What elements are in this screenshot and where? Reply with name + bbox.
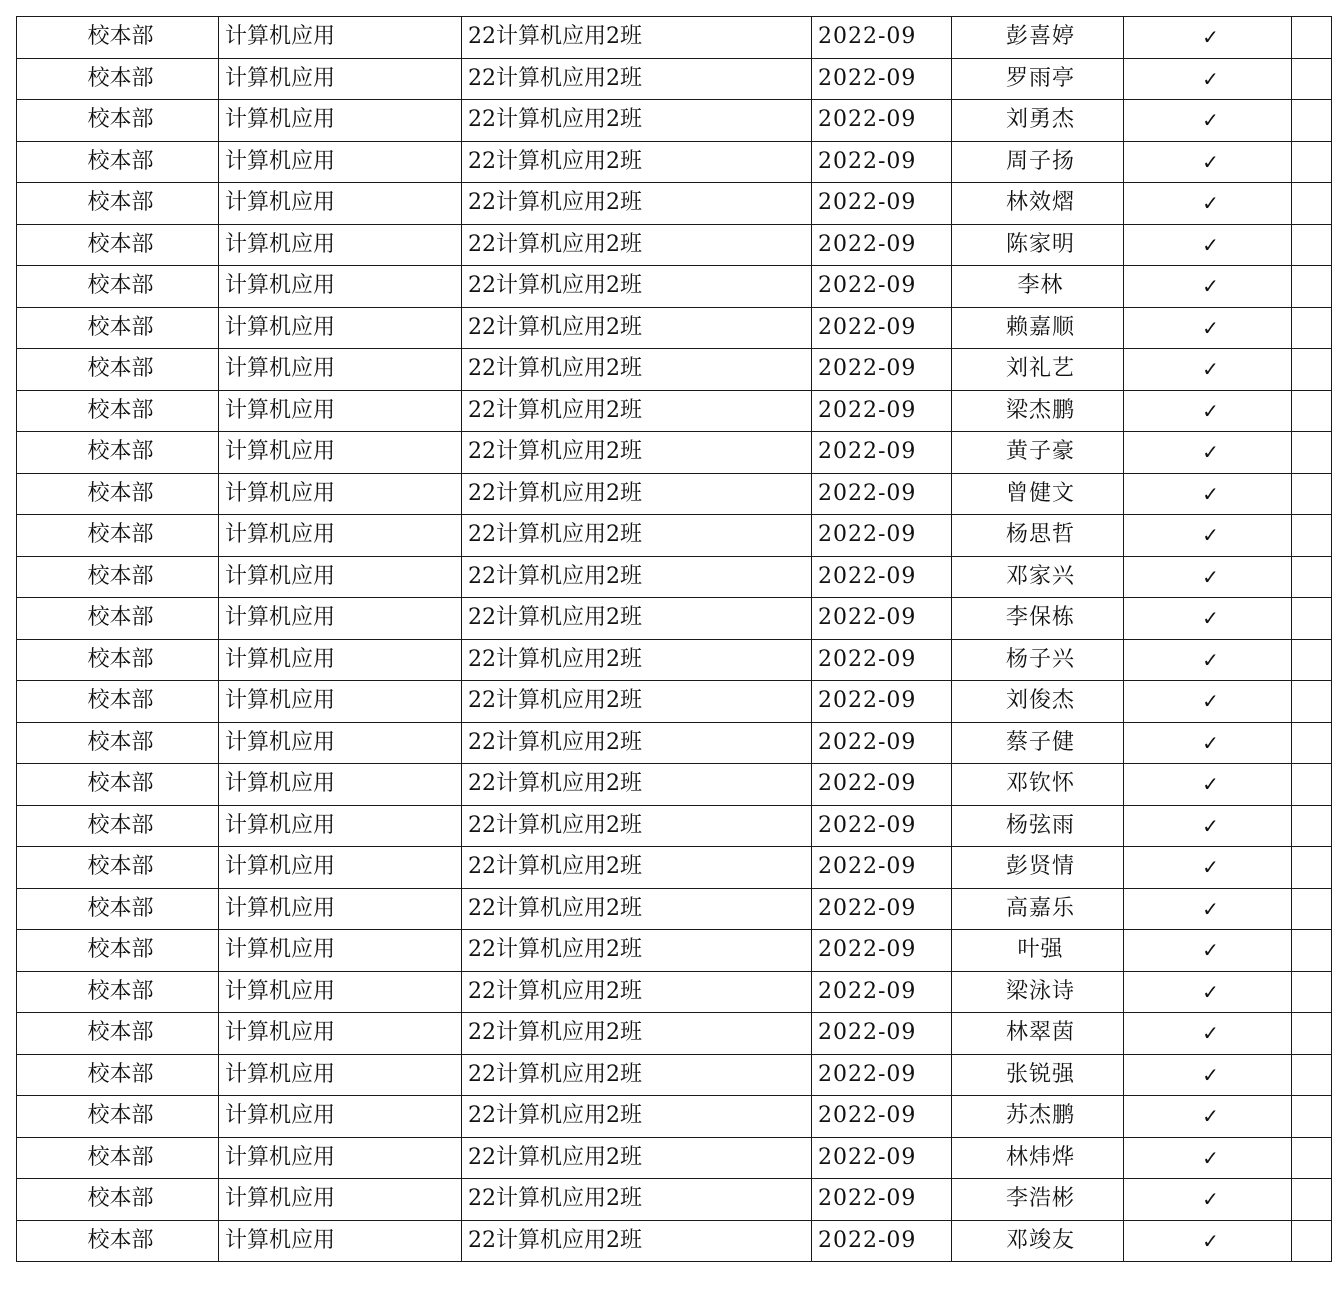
empty-cell <box>1292 473 1332 515</box>
enroll-date-cell: 2022-09 <box>812 1096 952 1138</box>
class-cell: 22计算机应用2班 <box>462 805 812 847</box>
check-mark-cell: ✓ <box>1124 930 1292 972</box>
table-row <box>17 847 1332 889</box>
major-cell: 计算机应用 <box>219 639 462 681</box>
table-row <box>17 17 1332 59</box>
enroll-date-cell: 2022-09 <box>812 639 952 681</box>
student-name-cell: 张锐强 <box>952 1054 1124 1096</box>
empty-cell <box>1292 100 1332 142</box>
major-cell: 计算机应用 <box>219 266 462 308</box>
enroll-date-cell: 2022-09 <box>812 1179 952 1221</box>
class-cell: 22计算机应用2班 <box>462 598 812 640</box>
table-row <box>17 390 1332 432</box>
check-mark-cell: ✓ <box>1124 1137 1292 1179</box>
student-name-cell: 李保栋 <box>952 598 1124 640</box>
check-mark-cell: ✓ <box>1124 390 1292 432</box>
class-cell: 22计算机应用2班 <box>462 1179 812 1221</box>
check-mark-cell: ✓ <box>1124 1013 1292 1055</box>
campus-cell: 校本部 <box>17 681 219 723</box>
check-mark-cell: ✓ <box>1124 1179 1292 1221</box>
student-name-cell: 彭贤情 <box>952 847 1124 889</box>
major-cell: 计算机应用 <box>219 1220 462 1262</box>
student-name-cell: 黄子豪 <box>952 432 1124 474</box>
campus-cell: 校本部 <box>17 1054 219 1096</box>
table-row <box>17 639 1332 681</box>
check-mark-cell: ✓ <box>1124 847 1292 889</box>
class-cell: 22计算机应用2班 <box>462 681 812 723</box>
enroll-date-cell: 2022-09 <box>812 141 952 183</box>
check-mark-cell: ✓ <box>1124 224 1292 266</box>
major-cell: 计算机应用 <box>219 473 462 515</box>
table-row <box>17 1220 1332 1262</box>
table-row <box>17 598 1332 640</box>
empty-cell <box>1292 432 1332 474</box>
major-cell: 计算机应用 <box>219 100 462 142</box>
table-row <box>17 432 1332 474</box>
class-cell: 22计算机应用2班 <box>462 1220 812 1262</box>
student-name-cell: 林炜烨 <box>952 1137 1124 1179</box>
student-name-cell: 彭喜婷 <box>952 17 1124 59</box>
student-name-cell: 林效熠 <box>952 183 1124 225</box>
campus-cell: 校本部 <box>17 515 219 557</box>
empty-cell <box>1292 930 1332 972</box>
class-cell: 22计算机应用2班 <box>462 1013 812 1055</box>
table-row <box>17 515 1332 557</box>
enroll-date-cell: 2022-09 <box>812 722 952 764</box>
table-row <box>17 100 1332 142</box>
empty-cell <box>1292 681 1332 723</box>
student-name-cell: 杨弦雨 <box>952 805 1124 847</box>
student-name-cell: 高嘉乐 <box>952 888 1124 930</box>
check-mark-cell: ✓ <box>1124 764 1292 806</box>
campus-cell: 校本部 <box>17 722 219 764</box>
campus-cell: 校本部 <box>17 1137 219 1179</box>
empty-cell <box>1292 1179 1332 1221</box>
class-cell: 22计算机应用2班 <box>462 266 812 308</box>
table-row <box>17 971 1332 1013</box>
empty-cell <box>1292 1054 1332 1096</box>
table-row <box>17 1137 1332 1179</box>
enroll-date-cell: 2022-09 <box>812 390 952 432</box>
student-name-cell: 杨思哲 <box>952 515 1124 557</box>
enroll-date-cell: 2022-09 <box>812 1137 952 1179</box>
empty-cell <box>1292 639 1332 681</box>
empty-cell <box>1292 349 1332 391</box>
student-name-cell: 蔡子健 <box>952 722 1124 764</box>
campus-cell: 校本部 <box>17 224 219 266</box>
major-cell: 计算机应用 <box>219 805 462 847</box>
table-row <box>17 473 1332 515</box>
student-name-cell: 杨子兴 <box>952 639 1124 681</box>
table-row <box>17 805 1332 847</box>
enroll-date-cell: 2022-09 <box>812 224 952 266</box>
campus-cell: 校本部 <box>17 930 219 972</box>
table-row <box>17 1179 1332 1221</box>
major-cell: 计算机应用 <box>219 307 462 349</box>
campus-cell: 校本部 <box>17 183 219 225</box>
empty-cell <box>1292 515 1332 557</box>
campus-cell: 校本部 <box>17 971 219 1013</box>
check-mark-cell: ✓ <box>1124 266 1292 308</box>
class-cell: 22计算机应用2班 <box>462 390 812 432</box>
student-name-cell: 叶强 <box>952 930 1124 972</box>
enroll-date-cell: 2022-09 <box>812 473 952 515</box>
campus-cell: 校本部 <box>17 307 219 349</box>
empty-cell <box>1292 307 1332 349</box>
enroll-date-cell: 2022-09 <box>812 100 952 142</box>
campus-cell: 校本部 <box>17 266 219 308</box>
class-cell: 22计算机应用2班 <box>462 971 812 1013</box>
enroll-date-cell: 2022-09 <box>812 930 952 972</box>
enroll-date-cell: 2022-09 <box>812 1013 952 1055</box>
empty-cell <box>1292 722 1332 764</box>
campus-cell: 校本部 <box>17 141 219 183</box>
check-mark-cell: ✓ <box>1124 971 1292 1013</box>
enroll-date-cell: 2022-09 <box>812 888 952 930</box>
table-row <box>17 266 1332 308</box>
major-cell: 计算机应用 <box>219 1096 462 1138</box>
major-cell: 计算机应用 <box>219 971 462 1013</box>
check-mark-cell: ✓ <box>1124 432 1292 474</box>
major-cell: 计算机应用 <box>219 183 462 225</box>
major-cell: 计算机应用 <box>219 1013 462 1055</box>
check-mark-cell: ✓ <box>1124 598 1292 640</box>
empty-cell <box>1292 1013 1332 1055</box>
class-cell: 22计算机应用2班 <box>462 183 812 225</box>
check-mark-cell: ✓ <box>1124 141 1292 183</box>
table-row <box>17 1096 1332 1138</box>
table-row <box>17 224 1332 266</box>
student-name-cell: 梁泳诗 <box>952 971 1124 1013</box>
student-roster-table <box>16 16 1332 1262</box>
empty-cell <box>1292 1096 1332 1138</box>
class-cell: 22计算机应用2班 <box>462 17 812 59</box>
class-cell: 22计算机应用2班 <box>462 639 812 681</box>
table-row <box>17 58 1332 100</box>
check-mark-cell: ✓ <box>1124 473 1292 515</box>
campus-cell: 校本部 <box>17 1179 219 1221</box>
enroll-date-cell: 2022-09 <box>812 1220 952 1262</box>
check-mark-cell: ✓ <box>1124 1220 1292 1262</box>
table-row <box>17 888 1332 930</box>
campus-cell: 校本部 <box>17 1096 219 1138</box>
campus-cell: 校本部 <box>17 100 219 142</box>
class-cell: 22计算机应用2班 <box>462 141 812 183</box>
major-cell: 计算机应用 <box>219 722 462 764</box>
empty-cell <box>1292 183 1332 225</box>
student-name-cell: 刘俊杰 <box>952 681 1124 723</box>
empty-cell <box>1292 390 1332 432</box>
campus-cell: 校本部 <box>17 17 219 59</box>
student-name-cell: 陈家明 <box>952 224 1124 266</box>
class-cell: 22计算机应用2班 <box>462 224 812 266</box>
campus-cell: 校本部 <box>17 58 219 100</box>
student-name-cell: 曾健文 <box>952 473 1124 515</box>
table-row <box>17 1013 1332 1055</box>
major-cell: 计算机应用 <box>219 681 462 723</box>
campus-cell: 校本部 <box>17 1013 219 1055</box>
enroll-date-cell: 2022-09 <box>812 1054 952 1096</box>
enroll-date-cell: 2022-09 <box>812 598 952 640</box>
major-cell: 计算机应用 <box>219 764 462 806</box>
check-mark-cell: ✓ <box>1124 722 1292 764</box>
class-cell: 22计算机应用2班 <box>462 556 812 598</box>
student-name-cell: 邓家兴 <box>952 556 1124 598</box>
student-name-cell: 林翠茵 <box>952 1013 1124 1055</box>
major-cell: 计算机应用 <box>219 224 462 266</box>
empty-cell <box>1292 224 1332 266</box>
class-cell: 22计算机应用2班 <box>462 58 812 100</box>
campus-cell: 校本部 <box>17 432 219 474</box>
major-cell: 计算机应用 <box>219 432 462 474</box>
empty-cell <box>1292 847 1332 889</box>
campus-cell: 校本部 <box>17 805 219 847</box>
major-cell: 计算机应用 <box>219 390 462 432</box>
class-cell: 22计算机应用2班 <box>462 888 812 930</box>
table-row <box>17 681 1332 723</box>
campus-cell: 校本部 <box>17 349 219 391</box>
enroll-date-cell: 2022-09 <box>812 681 952 723</box>
major-cell: 计算机应用 <box>219 847 462 889</box>
empty-cell <box>1292 266 1332 308</box>
check-mark-cell: ✓ <box>1124 100 1292 142</box>
check-mark-cell: ✓ <box>1124 307 1292 349</box>
check-mark-cell: ✓ <box>1124 888 1292 930</box>
enroll-date-cell: 2022-09 <box>812 764 952 806</box>
student-name-cell: 罗雨亭 <box>952 58 1124 100</box>
enroll-date-cell: 2022-09 <box>812 971 952 1013</box>
student-name-cell: 刘勇杰 <box>952 100 1124 142</box>
table-row <box>17 183 1332 225</box>
campus-cell: 校本部 <box>17 1220 219 1262</box>
empty-cell <box>1292 1220 1332 1262</box>
check-mark-cell: ✓ <box>1124 349 1292 391</box>
campus-cell: 校本部 <box>17 639 219 681</box>
empty-cell <box>1292 141 1332 183</box>
campus-cell: 校本部 <box>17 473 219 515</box>
student-name-cell: 刘礼艺 <box>952 349 1124 391</box>
empty-cell <box>1292 971 1332 1013</box>
table-row <box>17 722 1332 764</box>
class-cell: 22计算机应用2班 <box>462 764 812 806</box>
class-cell: 22计算机应用2班 <box>462 432 812 474</box>
check-mark-cell: ✓ <box>1124 681 1292 723</box>
major-cell: 计算机应用 <box>219 1137 462 1179</box>
check-mark-cell: ✓ <box>1124 17 1292 59</box>
table-row <box>17 1054 1332 1096</box>
major-cell: 计算机应用 <box>219 141 462 183</box>
class-cell: 22计算机应用2班 <box>462 307 812 349</box>
campus-cell: 校本部 <box>17 847 219 889</box>
class-cell: 22计算机应用2班 <box>462 722 812 764</box>
empty-cell <box>1292 58 1332 100</box>
empty-cell <box>1292 598 1332 640</box>
major-cell: 计算机应用 <box>219 515 462 557</box>
check-mark-cell: ✓ <box>1124 1096 1292 1138</box>
student-name-cell: 梁杰鹏 <box>952 390 1124 432</box>
class-cell: 22计算机应用2班 <box>462 515 812 557</box>
major-cell: 计算机应用 <box>219 888 462 930</box>
major-cell: 计算机应用 <box>219 598 462 640</box>
class-cell: 22计算机应用2班 <box>462 930 812 972</box>
empty-cell <box>1292 17 1332 59</box>
roster-body <box>17 17 1332 1262</box>
student-name-cell: 赖嘉顺 <box>952 307 1124 349</box>
enroll-date-cell: 2022-09 <box>812 556 952 598</box>
major-cell: 计算机应用 <box>219 17 462 59</box>
campus-cell: 校本部 <box>17 888 219 930</box>
check-mark-cell: ✓ <box>1124 639 1292 681</box>
check-mark-cell: ✓ <box>1124 515 1292 557</box>
enroll-date-cell: 2022-09 <box>812 307 952 349</box>
student-name-cell: 李浩彬 <box>952 1179 1124 1221</box>
student-name-cell: 周子扬 <box>952 141 1124 183</box>
campus-cell: 校本部 <box>17 556 219 598</box>
student-name-cell: 苏杰鹏 <box>952 1096 1124 1138</box>
enroll-date-cell: 2022-09 <box>812 17 952 59</box>
campus-cell: 校本部 <box>17 764 219 806</box>
major-cell: 计算机应用 <box>219 1054 462 1096</box>
empty-cell <box>1292 1137 1332 1179</box>
check-mark-cell: ✓ <box>1124 1054 1292 1096</box>
check-mark-cell: ✓ <box>1124 805 1292 847</box>
student-name-cell: 邓竣友 <box>952 1220 1124 1262</box>
enroll-date-cell: 2022-09 <box>812 515 952 557</box>
empty-cell <box>1292 556 1332 598</box>
empty-cell <box>1292 888 1332 930</box>
class-cell: 22计算机应用2班 <box>462 1137 812 1179</box>
major-cell: 计算机应用 <box>219 349 462 391</box>
check-mark-cell: ✓ <box>1124 58 1292 100</box>
class-cell: 22计算机应用2班 <box>462 1096 812 1138</box>
enroll-date-cell: 2022-09 <box>812 847 952 889</box>
major-cell: 计算机应用 <box>219 58 462 100</box>
table-row <box>17 141 1332 183</box>
class-cell: 22计算机应用2班 <box>462 349 812 391</box>
enroll-date-cell: 2022-09 <box>812 266 952 308</box>
campus-cell: 校本部 <box>17 598 219 640</box>
major-cell: 计算机应用 <box>219 930 462 972</box>
table-row <box>17 556 1332 598</box>
student-name-cell: 邓钦怀 <box>952 764 1124 806</box>
major-cell: 计算机应用 <box>219 1179 462 1221</box>
empty-cell <box>1292 805 1332 847</box>
table-row <box>17 764 1332 806</box>
table-row <box>17 349 1332 391</box>
enroll-date-cell: 2022-09 <box>812 58 952 100</box>
enroll-date-cell: 2022-09 <box>812 349 952 391</box>
class-cell: 22计算机应用2班 <box>462 473 812 515</box>
student-name-cell: 李林 <box>952 266 1124 308</box>
class-cell: 22计算机应用2班 <box>462 100 812 142</box>
empty-cell <box>1292 764 1332 806</box>
enroll-date-cell: 2022-09 <box>812 432 952 474</box>
campus-cell: 校本部 <box>17 390 219 432</box>
class-cell: 22计算机应用2班 <box>462 847 812 889</box>
enroll-date-cell: 2022-09 <box>812 805 952 847</box>
check-mark-cell: ✓ <box>1124 556 1292 598</box>
table-row <box>17 930 1332 972</box>
enroll-date-cell: 2022-09 <box>812 183 952 225</box>
table-row <box>17 307 1332 349</box>
major-cell: 计算机应用 <box>219 556 462 598</box>
class-cell: 22计算机应用2班 <box>462 1054 812 1096</box>
check-mark-cell: ✓ <box>1124 183 1292 225</box>
